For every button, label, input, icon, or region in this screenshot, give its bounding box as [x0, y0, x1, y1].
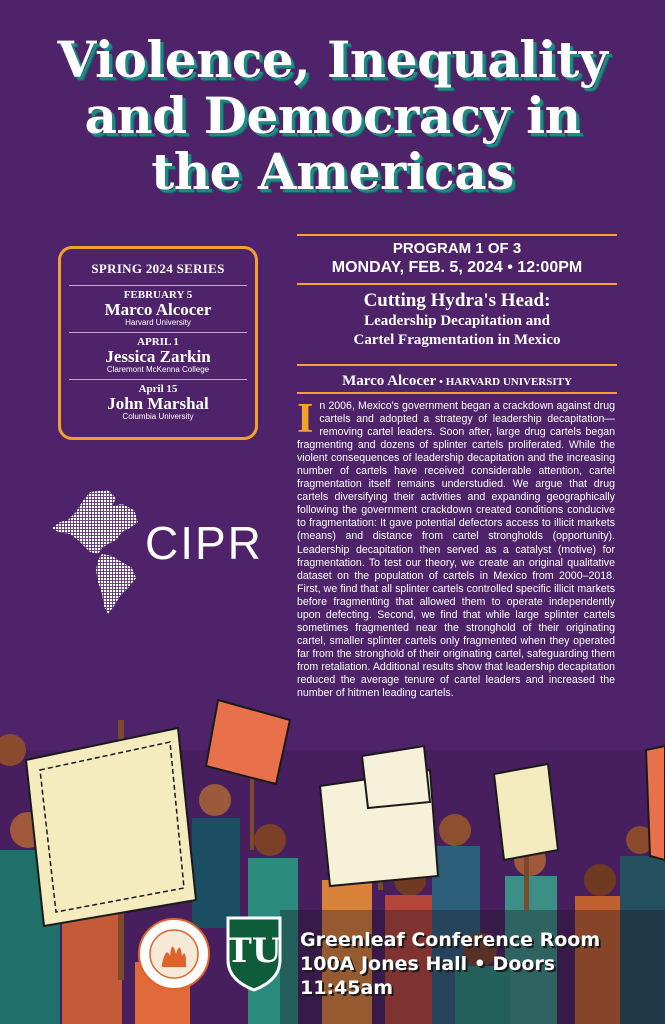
program-datetime: MONDAY, FEB. 5, 2024 • 12:00PM [331, 259, 583, 276]
talk-title-main: Cutting Hydra's Head: [363, 290, 551, 311]
tulane-logo-text: TU [226, 931, 282, 971]
title-line-3: the Americas [151, 142, 514, 201]
talk-subtitle-line-1: Leadership Decapitation and [364, 313, 550, 329]
venue-details: 100A Jones Hall • Doors 11:45am [300, 953, 556, 999]
talk-date: April 15 [138, 383, 178, 395]
abstract-text: n 2006, Mexico's government began a crackdown against drug cartels and adopted a strategy of leadership decapitation—removing cartel leaders. Soon after, large drug cartels began fragmenting and dozens of splinter cartels proliferated. While the violent consequences of leadership decapitation and the increasing number of cartels have received considerable attention, cartel fragmentation itself remains understudied. We argue that drug cartels diversifying their activities and expanding geographically following the government crackdown created conditions conducive to fragmentation: It gave potential defectors access to illicit markets (means) and distance from cartel strongholds (opportunity). Leadership decapitation then served as a catalyst (motive) for fragmentation. To test our theory, we create an original qualitative dataset on the population of cartels in Mexico from 2000–2018. First, we find that all splinter cartels controlled specific illicit markets before fragmenting that allowed them to operate independently upon defecting. Second, we find that while large splinter cartels sometimes fragmented near the stronghold of their originating cartel, smaller splinter cartels only fragmented when they operated far from the stronghold of their originating cartel, safeguarding them from retaliation. Additional results show that leadership decapitation reduced the average tenure of cartel leaders and increased the number of hitmen leading cartels. [297, 400, 615, 700]
title-line-1: Violence, Inequality [57, 30, 608, 89]
abstract [297, 396, 615, 700]
series-talk-2 [61, 333, 255, 379]
divider [297, 364, 617, 366]
cipr-logo-text: CIPR [145, 517, 263, 569]
talk-speaker: Jessica Zarkin [105, 347, 211, 366]
venue-room: Greenleaf Conference Room [300, 929, 601, 951]
americas-map-icon [50, 488, 142, 616]
divider [297, 234, 617, 236]
series-schedule-box [58, 246, 258, 440]
venue-info [300, 928, 630, 1000]
abstract-dropcap: I [297, 396, 314, 442]
speaker-affiliation: HARVARD UNIVERSITY [445, 376, 572, 388]
series-heading: SPRING 2024 SERIES [91, 261, 225, 276]
divider [297, 392, 617, 394]
stone-center-logo-icon [138, 918, 210, 990]
talk-speaker: John Marshal [107, 394, 209, 413]
program-info [297, 240, 617, 278]
series-talk-3 [61, 380, 255, 426]
talk-title [297, 290, 617, 350]
talk-affiliation: Columbia University [122, 412, 194, 421]
poster-title [0, 32, 665, 200]
speaker-name: Marco Alcocer [342, 373, 437, 389]
talk-affiliation: Claremont McKenna College [106, 365, 210, 374]
speaker-line [297, 372, 617, 390]
talk-date: APRIL 1 [137, 336, 179, 348]
tulane-shield-icon [224, 916, 284, 992]
talk-speaker: Marco Alcocer [104, 300, 212, 319]
talk-subtitle-line-2: Cartel Fragmentation in Mexico [353, 332, 561, 348]
series-talk-1 [61, 286, 255, 332]
program-number: PROGRAM 1 OF 3 [392, 240, 522, 257]
divider [297, 283, 617, 285]
talk-affiliation: Harvard University [125, 318, 191, 327]
talk-date: FEBRUARY 5 [123, 289, 193, 301]
title-line-2: and Democracy in [84, 86, 581, 145]
speaker-separator: • [436, 376, 446, 388]
